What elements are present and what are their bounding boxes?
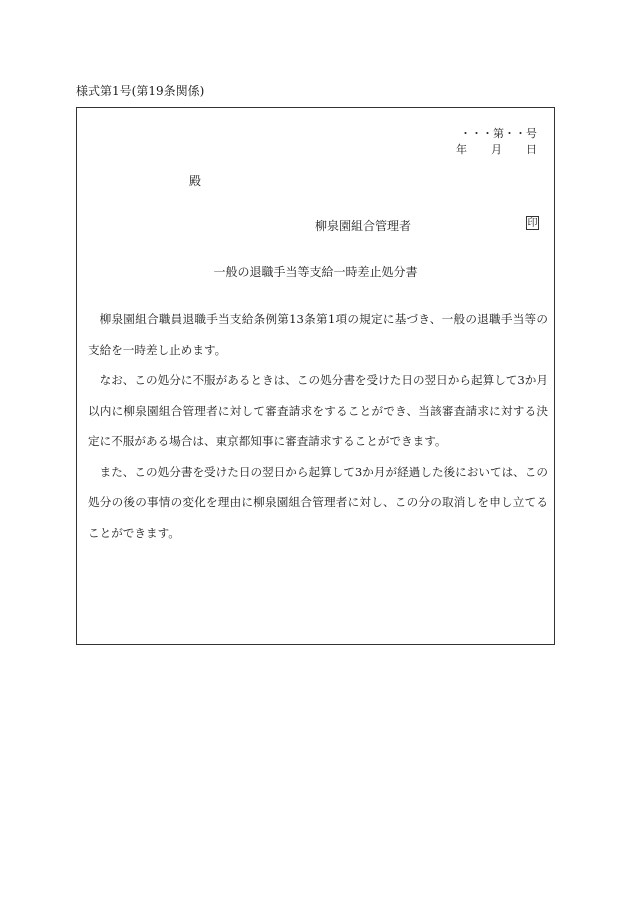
body-paragraph-1: 柳泉園組合職員退職手当支給条例第13条第1項の規定に基づき、一般の退職手当等の支給を一時差し止めます。 bbox=[88, 312, 548, 357]
date-year: 年 bbox=[456, 143, 467, 156]
date-month: 月 bbox=[491, 143, 502, 156]
document-number: ・・・第・・号 bbox=[460, 127, 537, 140]
document-frame bbox=[76, 107, 555, 645]
form-number-label: 様式第1号(第19条関係) bbox=[76, 84, 205, 98]
body-paragraph-2: なお、この処分に不服があるときは、この処分書を受けた日の翌日から起算して3か月以内に柳泉園組合管理者に対して審査請求をすることができ、当該審査請求に対する決定に不服がある場合は、東京都知事に審査請求することができます。 bbox=[88, 373, 548, 448]
document-body bbox=[88, 304, 548, 548]
issue-date bbox=[456, 141, 537, 157]
seal-mark: 印 bbox=[527, 218, 538, 229]
addressee-honorific: 殿 bbox=[189, 174, 202, 188]
date-day: 日 bbox=[526, 143, 537, 156]
issuer-name: 柳泉園組合管理者 bbox=[315, 219, 412, 233]
document-title: 一般の退職手当等支給一時差止処分書 bbox=[213, 265, 418, 279]
body-paragraph-3: また、この処分書を受けた日の翌日から起算して3か月が経過した後においては、この処分の後の事情の変化を理由に柳泉園組合管理者に対し、この分の取消しを申し立てることができます。 bbox=[88, 464, 548, 540]
